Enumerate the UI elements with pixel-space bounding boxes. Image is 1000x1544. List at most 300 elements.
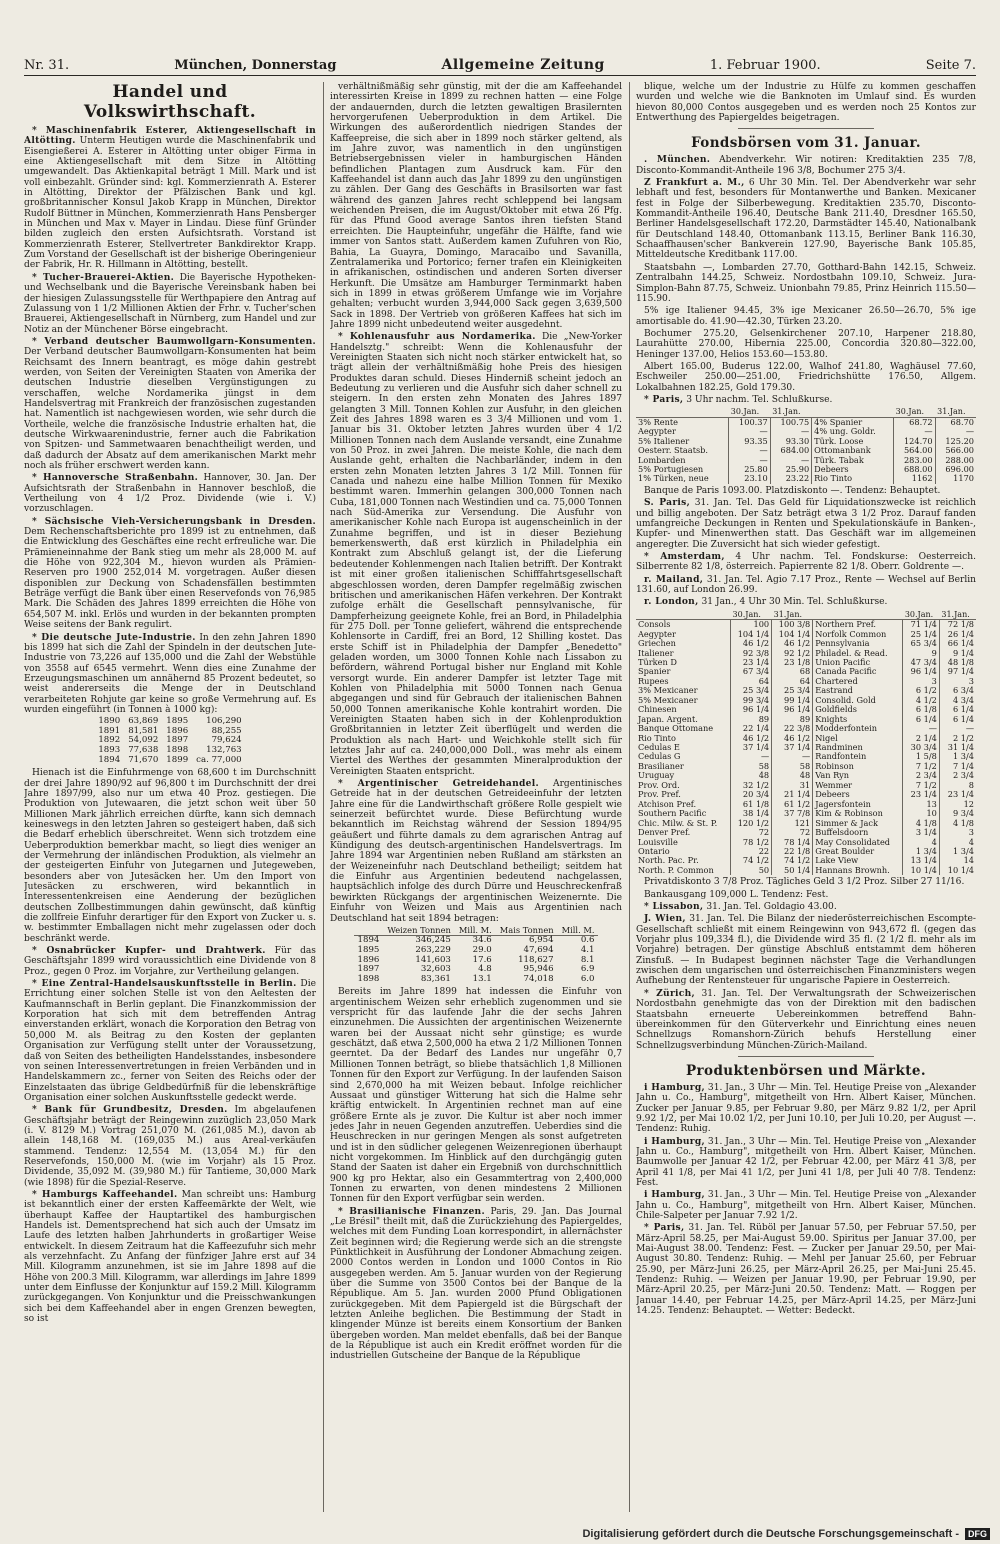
- table-cell: 96 1/4: [903, 667, 940, 676]
- table-cell: Debeers: [813, 790, 903, 799]
- table-cell: 4.8: [478, 964, 492, 975]
- table-cell: 6 3/4: [953, 685, 974, 696]
- table-cell: 566.00: [945, 445, 974, 456]
- table-cell: Griechen: [636, 639, 731, 648]
- article: [636, 178, 976, 261]
- table-cell: Jagersfontein: [813, 800, 903, 809]
- article: [24, 473, 316, 514]
- column-header: Mill. M.: [455, 926, 496, 936]
- paris-quotes-table: [636, 407, 976, 484]
- table-cell: Prov. Pref.: [636, 790, 731, 799]
- table-cell: Lombarden: [636, 456, 729, 465]
- articles: [24, 126, 316, 715]
- table-cell: 54,092: [128, 735, 159, 746]
- article-body: Für das Geschäftsjahr 1899 wird voraussichtlich eine Dividende von 8 Proz., gegen 0 Proz. im Vorjahre, zur Vertheilung gelangen.: [24, 946, 316, 977]
- table-cell: Banque Ottomane: [636, 724, 731, 733]
- table-cell: Hannans Brownh.: [813, 866, 903, 875]
- article: [636, 1223, 976, 1316]
- table-cell: 81,581: [128, 725, 159, 736]
- section-title: Fondsbörsen vom 31. Januar.: [691, 135, 921, 152]
- table-cell: Buffelsdoorn: [813, 828, 903, 837]
- table-row: [94, 756, 245, 766]
- table-cell: 71 1/4: [903, 620, 940, 630]
- table-cell: 3 1/4: [903, 828, 940, 837]
- table-cell: 68: [772, 667, 813, 676]
- article-body: Hannover, 30. Jan. Der Aufsichtsrath der Straßenbahn in Hannover beschloß, die Vertheilung von 4 1/2 Proz. Dividende (wie i. V.) vorzuschlagen.: [24, 473, 316, 515]
- table-cell: Türk. Tabak: [812, 456, 894, 465]
- table-cell: 23.10: [729, 474, 770, 483]
- table-cell: 63,869: [128, 716, 159, 727]
- table-cell: —: [729, 456, 770, 465]
- issue-number: Nr. 31.: [24, 58, 70, 73]
- table-cell: Rio Tinto: [812, 474, 894, 483]
- column-header: 31.Jan.: [939, 610, 976, 620]
- grain-import-table: [354, 926, 599, 985]
- table-cell: 22 1/8: [772, 847, 813, 856]
- table-cell: Northern Pref.: [813, 620, 903, 630]
- article: [24, 633, 316, 716]
- table-cell: Nigel: [813, 734, 903, 743]
- column-divider: [629, 82, 630, 1512]
- article: [24, 517, 316, 631]
- article-heading: * Paris,: [644, 1222, 685, 1234]
- table-cell: 5% Italiener: [636, 437, 729, 446]
- article-body: 5% ige Italiener 94.45, 3% ige Mexicaner 26.50—26.70, 5% ige amortisable do. 41.90—42.30, Türken 23.20.: [636, 306, 976, 327]
- article-heading: * Kohlenausfuhr aus Nordamerika.: [338, 331, 536, 343]
- table-cell: 132,763: [206, 745, 242, 756]
- article: [636, 597, 976, 607]
- article: [636, 306, 976, 327]
- table-cell: 1892: [98, 735, 121, 746]
- article-body: 31. Jan. Tel. Rüböl per Januar 57.50, per Februar 57.50, per März-April 58.25, per Mai-August 59.00. Spiritus per Januar 37.00, per Mai-August 38.00. Tendenz: Fest. — Zucker per Januar 29.50, per Mai-August 30.80. Tendenz: Ruhig. — Mehl per Januar 25.60, per Februar 25.90, per März-Juni 26.25, per März-April 26.25, per Mai-Juni 25.45. Tendenz: Ruhig. — Weizen per Januar 19.90, per Februar 19.90, per März-April 20.25, per März-Juni 20.50. Tendenz: Matt. — Roggen per Januar 14.40, per Februar 14.25, per März-April 14.25, per März-Juni 14.25. Tendenz: Behauptet. — Wetter: Bedeckt.: [636, 1223, 976, 1317]
- column-header: [354, 926, 384, 936]
- table-cell: 124.70: [894, 437, 935, 446]
- table-row: [636, 474, 976, 483]
- table-cell: 23 1/4: [731, 658, 772, 667]
- table-cell: 66 1/4: [947, 638, 974, 649]
- table-cell: 106,290: [206, 716, 242, 727]
- article: [636, 329, 976, 360]
- article-body: Unterm Heutigen wurde die Maschinenfabrik und Eisengießerei A. Esterer in Altötting unter obiger Firma in eine Aktiengesellschaft mit dem Sitze in Altötting umgewandelt. Das Aktienkapital beträgt 1 Mill. Mark und ist voll einbezahlt. Gründer sind: kgl. Kommerzienrath A. Esterer in Altötting, Direktor der Pfälzischen Bank und kgl. großbritannischer Konsul Jakob Krapp in München, Direktor Rudolf Büttner in München, Kommerzienrath Hans Pensberger in München und Max v. Mayer in Lindau. Diese fünf Gründer bilden zugleich den ersten Aufsichtsrath. Vorstand ist Kommerzienrath Esterer, Stellvertreter Bankdirektor Krapp. Zum Vorstand der Gesellschaft ist der bisherige Oberingenieur der Fabrik, Hr. R. Hillmann in Altötting, bestellt.: [24, 136, 316, 271]
- table-cell: —: [903, 724, 940, 733]
- table-cell: 79,624: [211, 735, 242, 746]
- table-cell: 23 1/8: [772, 658, 813, 667]
- article-body: Albert 165.00, Buderus 122.00, Walhof 241.80, Waghäusel 77.60, Eschweiler 250.00—251.00, Friedrichshütte 176.50, Allgem. Lokalbahnen 182.25, Gold 179.30.: [636, 361, 976, 393]
- table-cell: 100.75: [770, 417, 811, 427]
- table-cell: 26 1/4: [947, 628, 974, 639]
- article-heading: * Sächsische Vieh-Versicherungsbank in Dresden.: [32, 515, 316, 527]
- table-cell: —: [731, 752, 772, 761]
- table-cell: 1897: [357, 964, 380, 975]
- table-cell: 118,627: [518, 954, 554, 965]
- article-body: Argentinisches Getreide hat in der deutschen Getreideeinfuhr der letzten Jahre eine für die Landwirthschaft größere Rolle gespielt wie seinerzeit befürchtet wurde. Diese Befürchtung wurde bekanntlich im Reichstag während der Session 1894/95 geäußert und führte damals zu dem agrarischen Antrag auf Kündigung des deutsch-argentinischen Handelsvertrags. Im Jahre 1894 war Argentinien neben Rußland am stärksten an der Weizeneinfuhr nach Deutschland betheiligt; seitdem hat die Einfuhr aus Argentinien bedeutend nachgelassen, hauptsächlich infolge des durch Dürre und Heuschreckenfraß bewirkten Rückgangs der argentinischen Weizenernte. Die Einfuhr von Weizen und Mais aus Argentinien nach Deutschland hat seit 1894 betragen:: [330, 779, 622, 924]
- article-body: Im abgelaufenen Geschäftsjahr beträgt der Reingewinn zuzüglich 23,050 Mark (i. V. 8129 M.) Vortrag 251,070 M. (261,085 M.), davon ab allein 148,168 M. (169,035 M.) aus Areal-verkäufen stammend. Tendenz: 12,554 M. (13,054 M.) für den Reservefonds, 150,000 M. (wie im Vorjahr) als 15 Proz. Dividende, 35,092 M. (39,980 M.) für Tantieme, 30,000 Mark (wie 1898) für die Spezial-Reserve.: [24, 1105, 316, 1188]
- table-cell: 25.90: [770, 465, 811, 474]
- table-cell: 6.9: [580, 964, 595, 975]
- divider: [738, 128, 874, 129]
- table-cell: 4 1/8: [953, 817, 974, 828]
- table-cell: 4 1/2: [903, 696, 940, 705]
- table-cell: 1 5/8: [903, 752, 940, 761]
- table-cell: 121: [772, 819, 813, 828]
- table-cell: 1890: [98, 716, 121, 727]
- table-cell: Chic. Milw. & St. P.: [636, 819, 731, 828]
- table-cell: 34.6: [472, 935, 492, 946]
- article: [24, 337, 316, 471]
- table-cell: 1 3/4: [953, 846, 974, 857]
- column-header: 31.Jan.: [935, 407, 976, 417]
- article-heading: * Tucher-Brauerei-Aktien.: [32, 271, 175, 283]
- table-cell: 23.22: [770, 474, 811, 483]
- article-heading: * Lissabon,: [644, 901, 704, 913]
- article-heading: * Verband deutscher Baumwollgarn-Konsumenten.: [32, 335, 316, 347]
- column-header: 31.Jan.: [770, 407, 811, 417]
- table-cell: 58: [731, 762, 772, 771]
- issue-date: 1. Februar 1900.: [709, 58, 821, 73]
- table-cell: 125.20: [945, 435, 974, 446]
- table-cell: 29.0: [472, 945, 492, 956]
- divider: [738, 1056, 874, 1057]
- table-cell: 100.37: [729, 417, 770, 427]
- article: [636, 914, 976, 986]
- table-cell: 93.35: [729, 437, 770, 446]
- article-heading: * Amsterdam,: [644, 550, 725, 562]
- column-header: [636, 407, 729, 417]
- table-cell: 4% ung. Goldr.: [812, 427, 894, 436]
- table-cell: Spanier: [636, 667, 731, 676]
- table-cell: 30 3/4: [903, 743, 940, 752]
- section-title: Produktenbörsen und Märkte.: [685, 1062, 927, 1079]
- page-number: Seite 7.: [925, 58, 976, 73]
- table-cell: Rio Tinto: [636, 734, 731, 743]
- article-body: Die „New-Yorker Handelsztg." schreibt: Wenn die Kohlenausfuhr der Vereinigten Staaten sich nicht noch stärker entwickelt hat, so trägt allein der verhältnißmäßig hohe Preis des hiesigen Produktes daran schuld. Dieses Hinderniß scheint jedoch an Bedeutung zu verlieren und die Ausfuhr sich daher schnell zu steigern. In den ersten zehn Monaten des Jahres 1897 gelangten 3 Mill. Tonnen Kohlen zur Ausfuhr, in den gleichen Zeit des Jahres 1898 waren es 3 3/4 Millionen und vom 1. Januar bis 31. Oktober letzten Jahres wurden über 4 1/2 Millionen Tonnen nach dem Auslande versandt, eine Zunahme von 50 Proz. in zwei Jahren. Die meiste Kohle, die nach dem Auslande geht, erhalten die Nachbarländer, indem in den ersten zehn Monaten letzten Jahres 3 1/2 Mill. Tonnen für Canada und nahezu eine halbe Million Tonnen für Mexiko bestimmt waren. Immerhin gelangen 300,000 Tonnen nach Cuba, 181,000 Tonnen nach Westindien und ca. 75,000 Tonnen nach Süd-Amerika zur Versendung. Die Ausfuhr von amerikanischer Kohle nach Europa ist augenscheinlich in der Zunahme begriffen, und ist in dieser Beziehung bemerkenswerth, daß erst kürzlich in Philadelphia ein Kontrakt zum Abschluß gelangt ist, der die Lieferung bedeutender Kohlenmengen nach Italien betrifft. Der Kontrakt ist mit einer großen italienischen Schifffahrtsgesellschaft abgeschlossen worden, deren Dampfer regelmäßig zwischen britischen und amerikanischen Häfen verkehren. Der Kontrakt zufolge erhält die Gesellschaft pennsylvanische, für Dampferheizung geeignete Kohle, frei an Bord, in Philadelphia für 275 Doll. per Tonne geliefert, während die entsprechende Kohlensorte in Cardiff, frei an Bord, 12 Shilling kostet. Das erste Schiff ist in Philadelphia der Dampfer „Benedetto" geladen worden, um 3000 Tonnen Kohle nach Lissabon zu befördern, während Portugal bisher nur England mit Kohle versorgt wurde. Ein anderer Dampfer ist letzter Tage mit Kohlen von Philadelphia mit 5000 Tonnen nach Genua abgegangen und sind für Gebrauch der italienischen Bahnen 50,000 Tonnen amerikanische Kohle kontrahirt worden. Die Vereinigten Staaten haben sich in der Kohlenproduktion Großbritannien in letzter Zeit überflügelt und werden die Produktion als nach Hart- und Weichkohle stellt sich für letztes Jahr auf ca. 240,000,000 Doll., was mehr als einem Viertel des Werthes der gesammten Mineralproduktion der Vereinigten Staaten entspricht.: [330, 332, 622, 777]
- article-body: Man schreibt uns: Hamburg ist bekanntlich einer der ersten Kaffeemärkte der Welt, wie überhaupt Kaffee der Hauptartikel des hamburgischen Handels ist. Dementsprechend hat sich auch der Umsatz im Laufe des letzten halben Jahrhunderts in großartiger Weise entwickelt. In diesem Zeitraum hat die Kaffeezufuhr sich mehr als verzehnfacht. Zu Anfang der fünfziger Jahre erst auf 34 Mill. Kilogramm anzunehmen, ist sie im Jahre 1898 auf die Höhe von 200.3 Mill. Kilogramm, war allerdings im Jahre 1899 unter dem Einflusse der Konjunktur auf 159.2 Mill. Kilogramm zurückgegangen. Von Konjunktur und die Preisschwankungen sich bei dem Kaffeehandel aber in engen Grenzen bewegten, so ist: [24, 1189, 316, 1325]
- table-cell: 6 1/4: [903, 715, 940, 724]
- article: [636, 552, 976, 573]
- article: [24, 1190, 316, 1324]
- table-cell: Prov. Ord.: [636, 781, 731, 790]
- table-header-row: [354, 926, 599, 936]
- table-cell: 72 1/8: [947, 619, 974, 630]
- table-cell: Robinson: [813, 762, 903, 771]
- table-cell: 10: [903, 809, 940, 818]
- table-cell: Italiener: [636, 649, 731, 658]
- table-cell: 50 1/4: [772, 866, 813, 875]
- table-header-row: [636, 407, 976, 417]
- table-cell: Consols: [636, 620, 731, 630]
- table-cell: 4 3/4: [953, 694, 974, 705]
- table-cell: 10 1/4: [947, 864, 974, 875]
- table-cell: 1895: [357, 945, 380, 956]
- table-cell: 48: [731, 771, 772, 780]
- article-body: 31. Jan. Tel. Das Geld für Liquidationszwecke ist reichlich und billig angeboten. Der Satz beträgt etwa 3 1/2 Proz. Darauf fanden umfangreiche Deckungen in Renten und Spekulationskäufe in Banken-, Kupfer- und Minenwerthen statt. Das Geschäft war im allgemeinen angeregter. Die Zuversicht hat sich wieder gefestigt.: [636, 498, 976, 550]
- table-cell: 6 1/8: [903, 705, 940, 714]
- table-cell: 25.80: [729, 465, 770, 474]
- table-cell: Goldfields: [813, 705, 903, 714]
- table-cell: 263,229: [415, 945, 451, 956]
- table-cell: Rupees: [636, 677, 731, 686]
- table-cell: 0.6: [580, 935, 595, 946]
- article-body: Die Bayerische Hypotheken- und Wechselbank und die Bayerische Vereinsbank haben bei der hiesigen Zulassungsstelle für Werthpapiere den Antrag auf Zulassung von 1 1/2 Millionen Aktien der Frhr. v. Tucher'schen Brauerei, Aktiengesellschaft in Nürnberg, zum Handel und zur Notiz an der Münchener Börse eingebracht.: [24, 272, 316, 335]
- dfg-logo: DFG: [965, 1528, 990, 1540]
- table-cell: 3: [903, 677, 940, 686]
- article-heading: * Brasilianische Finanzen.: [338, 1205, 485, 1217]
- article-heading: r. Mailand,: [644, 573, 704, 585]
- article-body: Die Errichtung einer solchen Stelle ist von den Aeltesten der Kaufmannschaft in Berlin geplant. Die Finanzkommission der Korporation hat sich mit dem betreffenden Antrag einverstanden erklärt, wonach die Korporation den Betrag von 50,000 M. als Beitrag zu den Kosten der geplanten Organisation zur Verfügung stellt unter der Voraussetzung, daß von Seiten des betheiligten Handelsstandes, insbesondere von seinen Interessenvertretungen in freien Verbänden und in Handelskammern zc., ferner von Seiten des Reichs oder der Einzelstaaten das übrige Geldbedürfniß für die lebenskräftige Organisation einer solchen Auskunftsstelle gedeckt werde.: [24, 979, 316, 1103]
- article-body: 31. Jan., 3 Uhr — Min. Tel. Heutige Preise von „Alexander Jahn u. Co., Hamburg", mitgetheilt von Hrn. Albert Kaiser, München. Chile-Salpeter per Januar 7.92 1/2.: [636, 1190, 976, 1221]
- table-cell: 37 1/4: [731, 743, 772, 752]
- article: [330, 1207, 622, 1362]
- table-cell: Aegypter: [636, 427, 729, 436]
- article-body: 31. Jan., 3 Uhr — Min. Tel. Heutige Preise von „Alexander Jahn u. Co., Hamburg", mitgetheilt von Hrn. Albert Kaiser, München. Baumwolle per Januar 42 1/2, per Februar 42.00, per März 41 3/8, per April 41 1/8, per Mai 41 1/2, per Juni 41 1/8, per Juli 40 7/8. Tendenz: Fest.: [636, 1136, 976, 1188]
- table-cell: 4% Spanier: [812, 417, 894, 427]
- table-cell: 4: [968, 836, 974, 847]
- article-body: 31 Jan., 4 Uhr 30 Min. Tel. Schlußkurse.: [701, 597, 888, 608]
- article: [330, 332, 622, 777]
- table-cell: 72: [731, 828, 772, 837]
- article-body: 4 Uhr nachm. Tel. Fondskurse: Oesterreich. Silberrente 82 1/8, österreich. Papierrente 82 1/8. Oberr. Goldrente —.: [636, 551, 976, 573]
- article: [330, 987, 622, 1204]
- table-cell: Aegypter: [636, 630, 731, 639]
- table-cell: 61 1/8: [731, 800, 772, 809]
- table-cell: 17.6: [472, 954, 492, 965]
- table-cell: 21 1/4: [772, 790, 813, 799]
- table-cell: Denver Pref.: [636, 828, 731, 837]
- article: [24, 273, 316, 335]
- table-header-row: [636, 610, 976, 620]
- article-heading: * Maschinenfabrik Esterer, Aktiengesellschaft in Altötting.: [24, 125, 316, 147]
- table-cell: 92 3/8: [731, 649, 772, 658]
- london-quotes-table: [636, 610, 976, 876]
- table-cell: 3% Rente: [636, 417, 729, 427]
- column-1: [24, 82, 316, 1512]
- table-cell: 9 3/4: [953, 808, 974, 819]
- article: [636, 362, 976, 393]
- table-cell: 68.72: [894, 417, 935, 427]
- article: [24, 768, 316, 944]
- table-cell: 77,638: [128, 745, 159, 756]
- table-cell: 6 1/4: [953, 713, 974, 724]
- table-cell: 72: [772, 828, 813, 837]
- table-cell: 48: [772, 771, 813, 780]
- article-heading: * Paris,: [644, 393, 684, 405]
- article: [636, 575, 976, 596]
- table-cell: 48 1/8: [947, 656, 974, 667]
- table-cell: 89: [731, 715, 772, 724]
- table-cell: 283.00: [894, 456, 935, 465]
- table-cell: 6.0: [580, 973, 595, 984]
- article-body: 31. Jan. Tel. Die Bilanz der niederösterreichischen Escompte-Gesellschaft schließt mit einem Reingewinn von 943,672 fl. (gegen das Vorjahr plus 109,334 fl.), die Dividende wird 35 fl. (2 1/2 fl. mehr als im Vorjahre) betragen. Der günstige Abschluß entstammt dem höheren Zinsfuß. — In Budapest beginnen nächster Tage die Verhandlungen zwischen dem ungarischen und österreichischen Finanzministers wegen Aufhebung der Rentensteuer für ungarische Papiere in Oesterreich.: [636, 914, 976, 987]
- table-cell: 6,954: [529, 935, 554, 946]
- article-body: Abendverkehr. Wir notiren: Kreditaktien 235 7/8, Disconto-Kommandit-Antheile 196 3/8, Bochumer 275 3/4.: [636, 155, 976, 176]
- table-cell: 8.1: [580, 954, 595, 965]
- table-cell: 100: [731, 620, 772, 630]
- table-row: [354, 975, 599, 985]
- table-cell: 64: [731, 677, 772, 686]
- table-cell: Wemmer: [813, 781, 903, 790]
- table-cell: Norfolk Common: [813, 630, 903, 639]
- table-cell: 13: [903, 800, 940, 809]
- table-cell: Canada Pacific: [813, 667, 903, 676]
- article-heading: * Die deutsche Jute-Industrie.: [32, 631, 196, 643]
- table-cell: Southern Pacific: [636, 809, 731, 818]
- table-cell: 684.00: [770, 446, 811, 455]
- table-cell: Kim & Robinson: [813, 809, 903, 818]
- article-body: 31. Jan. Tel. Goldagio 43.00.: [706, 902, 837, 913]
- table-cell: Great Boulder: [813, 847, 903, 856]
- table-cell: 83,361: [420, 973, 451, 984]
- table-cell: Van Ryn: [813, 771, 903, 780]
- article-body: verhältnißmäßig sehr günstig, mit der die am Kaffeehandel interessirten Kreise in 1899 zu rechnen hatten — eine Folge der andauernden, durch die letzten gewaltigen Brasilernten hervorgerufenen Ueberproduktion in dem Artikel. Die Wirkungen des außerordentlich niedrigen Standes der Kaffeepreise, die sich aber in 1899 noch stärker geltend, als im Jahre zuvor, was namentlich in den ungünstigen Betriebsergebnissen vieler in hamburgischen Händen befindlichen Plantagen zum Ausdruck kam. Für den Kaffeehandel ist dann auch das Jahr 1899 zu den ungünstigen zu zählen. Der Gang des Geschäfts in Brasilsorten war fast während des ganzen Jahres recht schleppend bei langsam weichenden Preisen, die im August/Oktober mit etwa 26 Pfg. für das Pfund Good average Santos ihren tiefsten Stand erreichten. Die Haupteinfuhr, ungefähr die Hälfte, fand wie immer von Santos statt. Außerdem kamen Zufuhren von Rio, Bahia, La Guayra, Domingo, Maracaibo und Savanilla, Zentralamerika und Portorico; ferner trafen ein Kleinigkeiten in afrikanischen, ostindischen und anderen Sorten diverser Herkunft. Die Umsätze am Hamburger Terminmarkt haben sich in 1899 in etwas größerem Umfange wie im Vorjahre gehalten; verbucht wurden 3,944,000 Sack gegen 3,639,500 Sack in 1898. Der Vertrieb von größeren Kaffees hat sich im Jahre 1899 nicht unbedeutend weiter ausgedehnt.: [330, 82, 622, 330]
- column-header: 30.Jan.: [903, 610, 940, 620]
- table-cell: 1898: [166, 745, 189, 756]
- table-cell: May Consolidated: [813, 838, 903, 847]
- table-cell: 1896: [166, 725, 189, 736]
- article: [24, 126, 316, 271]
- table-cell: 1897: [166, 735, 189, 746]
- table-cell: —: [965, 723, 974, 734]
- table-cell: 20 3/4: [731, 790, 772, 799]
- market-note: Bankausgang 109,000 L. Tendenz: Fest.: [644, 889, 829, 900]
- table-cell: Pennsylvania: [813, 639, 903, 648]
- table-cell: Lake View: [813, 856, 903, 865]
- table-cell: 67 3/4: [731, 667, 772, 676]
- table-cell: 88,255: [211, 725, 242, 736]
- article-body: 6 Uhr 30 Min. Tel. Der Abendverkehr war sehr lebhaft und fest, besonders für Montanwerthe und Banken. Mexicaner fest in Folge der Silberbewegung. Kreditaktien 235.70, Disconto-Kommandit-Antheile 196.40, Deutsche Bank 211.40, Dresdner 165.50, Berliner Handelsgesellschaft 172.20, Darmstädter 145.40, Nationalbank für Deutschland 148.40, Ottomanbank 113.15, Berliner Bank 116.30, Schaaffhausen'scher Bankverein 127.90, Bayerische Bank 105.85, Mitteldeutsche Kreditbank 117.00.: [636, 178, 976, 261]
- article-heading: * Hamburgs Kaffeehandel.: [32, 1188, 178, 1200]
- table-cell: 22: [731, 847, 772, 856]
- table-cell: 22 1/4: [731, 724, 772, 733]
- table-cell: 13.1: [472, 973, 492, 984]
- article-heading: Z Frankfurt a. M.,: [644, 177, 745, 189]
- table-cell: —: [965, 426, 974, 437]
- table-cell: 1896: [357, 954, 380, 965]
- article-heading: * Hannoversche Straßenbahn.: [32, 472, 199, 484]
- article-heading: S. Paris,: [644, 497, 691, 509]
- article-heading: * Zürich,: [644, 987, 696, 999]
- column-2: [330, 82, 622, 1512]
- table-cell: Simmer & Jack: [813, 819, 903, 828]
- masthead: Allgemeine Zeitung: [441, 57, 605, 73]
- table-cell: Türk. Loose: [812, 437, 894, 446]
- table-cell: 1898: [357, 973, 380, 984]
- table-cell: 74 1/2: [772, 856, 813, 865]
- table-cell: —: [729, 427, 770, 436]
- table-cell: Japan. Argent.: [636, 715, 731, 724]
- table-cell: Randfontein: [813, 752, 903, 761]
- table-cell: Union Pacific: [813, 658, 903, 667]
- articles: [330, 82, 622, 924]
- table-cell: 346,245: [415, 935, 451, 946]
- table-cell: Louisville: [636, 838, 731, 847]
- article: [636, 902, 976, 912]
- table-cell: 92 1/2: [772, 649, 813, 658]
- table-cell: 46 1/2: [731, 734, 772, 743]
- table-cell: Oesterr. Staatsb.: [636, 446, 729, 455]
- column-header: Weizen Tonnen: [383, 926, 455, 936]
- article-body: Hienach ist die Einfuhrmenge von 68,600 t im Durchschnitt der drei Jahre 1890/92 auf 96,800 t im Durchschnitt der drei Jahre 1897/99, also nur um etwa 40 Proz. gestiegen. Die Produktion von Jutewaaren, die jetzt schon weit über 50 Millionen Mark jährlich erreichen dürfte, kann sich demnach keineswegs in den letzten Jahren so gesteigert haben, daß sich die Bedarf erheblich überschreitet. Wenn sich trotzdem eine Ueberproduktion bemerkbar macht, so liegt dies weniger an der Vermehrung der inländischen Produktion, als vielmehr an der gesteigerten Einfuhr von Jutegarnen und Jutegeweben, besonders aber von Jutesäcken her. Um den Import von Jutesäcken zu erschweren, wird bekanntlich in Interessentenkreisen eine Aenderung der bezüglichen deutschen Zollbestimmungen dahin gewünscht, daß künftig die zollfreie Einfuhr derartiger für den Export von Zucker u. s. w. bestimmter Emballagen nicht mehr zugelassen oder doch beschränkt werde.: [24, 768, 316, 944]
- table-cell: 50: [731, 866, 772, 875]
- article-body: Staatsbahn —, Lombarden 27.70, Gotthard-Bahn 142.15, Schweiz. Zentralbahn 144.25, Schweiz. Nordostbahn 109.10, Schweiz. Jura-Simplon-Bahn 87.75, Schweiz. Unionbahn 79.85, Prinz Heinrich 115.50—115.90.: [636, 262, 976, 304]
- continued-text: blique, welche um der Industrie zu Hülfe zu kommen geschaffen wurden und welche wie die Banknoten im Umlauf sind. Es wurden hievon 80,000 Contos ausgegeben und es werden noch 25 Kontos zur Entwerthung des Papiergeldes beigetragen.: [636, 82, 976, 124]
- table-cell: 2 1/4: [903, 734, 940, 743]
- table-cell: Philadel. & Read.: [813, 649, 903, 658]
- table-cell: 46 1/2: [772, 639, 813, 648]
- table-cell: 31 1/4: [947, 742, 974, 753]
- articles: [24, 768, 316, 1324]
- table-cell: 31: [772, 781, 813, 790]
- table-cell: 1 3/4: [903, 847, 940, 856]
- table-cell: —: [772, 752, 813, 761]
- table-cell: 7 1/4: [953, 760, 974, 771]
- table-cell: 71,670: [128, 754, 159, 765]
- article: [24, 1105, 316, 1188]
- table-cell: 104 1/4: [731, 630, 772, 639]
- table-cell: 96 1/4: [772, 705, 813, 714]
- article-body: Bochumer 275.20, Gelsenkirchener 207.10, Harpener 218.80, Laurahütte 270.00, Hibernia 225.00, Concordia 320.80—322.00, Heninger 137.00, Helios 153.60—153.80.: [636, 328, 976, 360]
- table-cell: —: [729, 446, 770, 455]
- table-cell: 4.1: [580, 945, 595, 956]
- market-note: Banque de Paris 1093.00. Platzdiskonto —. Tendenz: Behauptet.: [644, 485, 941, 496]
- table-cell: Modderfontein: [813, 724, 903, 733]
- table-cell: 3: [968, 675, 974, 686]
- article-body: 31. Jan. Tel. Der Verwaltungsrath der Schweizerischen Nordostbahn genehmigte das von der Direktion mit den badischen Staatsbahn erneuerte Uebereinkommen betreffend Bahn-übereinkommen für den Güterverkehr und Einrichtung eines neuen Schnellzugs Romanshorn-Zürich behufs Herstellung einer Schnellzugsverbindung München-Zürich-Mailand.: [636, 988, 976, 1051]
- table-cell: 95,946: [523, 964, 554, 975]
- table-cell: 78 1/2: [731, 838, 772, 847]
- table-cell: 100 3/8: [772, 620, 813, 630]
- table-cell: 74 1/2: [731, 856, 772, 865]
- table-cell: 10 1/4: [903, 866, 940, 875]
- column-header: [813, 610, 903, 620]
- table-cell: 32,603: [420, 964, 451, 975]
- article: [636, 155, 976, 176]
- article: [330, 82, 622, 330]
- article-body: Der Verband deutscher Baumwollgarn-Konsumenten hat beim Reichsamt des Innern beantragt, es möge dahin gestrebt werden, von Seiten der Vereinigten Staaten von Amerika der deutschen Industrie dieselben Vergünstigungen zu verschaffen, welche Nordamerika jüngst in dem Handelsvertrag mit Frankreich der französischen zugestanden hat. Namentlich ist nachgewiesen worden, wie sehr durch die Vortheile, welche die französische Industrie erhalten hat, die deutsche Wirkwaarenindustrie, ferner auch die Fabrikation von Spitzen- und Sammetwaaren benachtheiligt werden, und daß dadurch der Absatz auf dem amerikanischen Markt mehr noch als früher erschwert werden kann.: [24, 347, 316, 471]
- table-cell: 58: [772, 762, 813, 771]
- table-cell: 37 7/8: [772, 809, 813, 818]
- table-cell: 141,603: [415, 954, 451, 965]
- table-cell: 13 1/4: [903, 856, 940, 865]
- column-header: [812, 407, 894, 417]
- table-cell: 23 1/4: [947, 789, 974, 800]
- table-cell: 104 1/4: [772, 630, 813, 639]
- article: [636, 1083, 976, 1135]
- table-cell: 38 1/4: [731, 809, 772, 818]
- funding-note: Digitalisierung gefördert durch die Deutsche Forschungsgemeinschaft -: [582, 1528, 959, 1540]
- jute-import-table: [94, 717, 245, 765]
- place-and-weekday: München, Donnerstag: [174, 58, 337, 73]
- table-cell: 5% Portugiesen: [636, 465, 729, 474]
- table-cell: ca. 77,000: [196, 754, 242, 765]
- article: [330, 779, 622, 924]
- table-cell: North. Pac. Pr.: [636, 856, 731, 865]
- table-row: [636, 866, 976, 875]
- table-cell: 696.00: [945, 464, 974, 474]
- article-heading: J. Wien,: [644, 913, 686, 925]
- table-cell: 68.70: [950, 416, 974, 427]
- column-header: Mais Tonnen: [496, 926, 558, 936]
- article: [636, 263, 976, 304]
- table-cell: 5% Mexicaner: [636, 696, 731, 705]
- article: [636, 1190, 976, 1221]
- articles: [330, 987, 622, 1361]
- table-cell: 564.00: [894, 446, 935, 455]
- table-cell: Brasilianer: [636, 762, 731, 771]
- table-cell: North. P. Common: [636, 866, 731, 875]
- article-heading: * Argentinischer Getreidehandel.: [338, 778, 539, 790]
- table-cell: 7 1/2: [903, 781, 940, 790]
- table-cell: Ontario: [636, 847, 731, 856]
